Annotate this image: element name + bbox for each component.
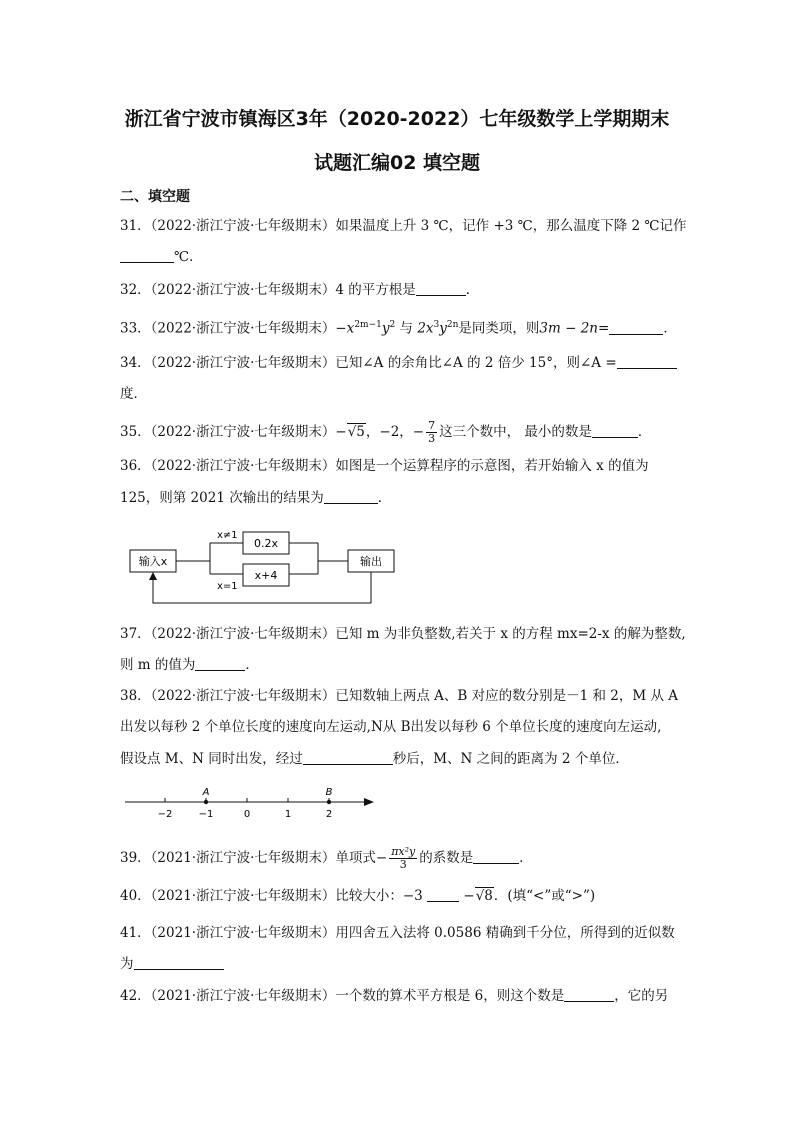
question-source: 42．（2021·浙江宁波·七年级期末） bbox=[120, 988, 336, 1004]
fraction-pi-x2y-3: $\frac{\text{πx²y}}{3}$ bbox=[391, 845, 416, 871]
point-a bbox=[204, 800, 208, 804]
doc-title-line1: 浙江省宁波市镇海区3年（2020-2022）七年级数学上学期期末 bbox=[124, 108, 670, 130]
question-37: 37．（2022·浙江宁波·七年级期末）已知 m 为非负整数,若关于 x 的方程 mx=2-x 的解为整数, bbox=[120, 626, 686, 642]
question-source: 40．（2021·浙江宁波·七年级期末） bbox=[120, 888, 336, 904]
svg-text:0.2x: 0.2x bbox=[253, 537, 279, 550]
point-b bbox=[327, 800, 331, 804]
answer-blank[interactable] bbox=[609, 320, 663, 335]
question-source: 41．（2021·浙江宁波·七年级期末） bbox=[120, 925, 336, 941]
question-source: 33．（2022·浙江宁波·七年级期末） bbox=[120, 320, 336, 337]
question-source: 39．（2021·浙江宁波·七年级期末） bbox=[120, 850, 336, 866]
input-label: 输入x bbox=[138, 555, 168, 568]
question-source: 32．（2022·浙江宁波·七年级期末） bbox=[120, 282, 336, 298]
question-41: 41．（2021·浙江宁波·七年级期末）用四舍五入法将 0.0586 精确到千分位，所得到的近似数 bbox=[120, 925, 675, 941]
answer-blank[interactable] bbox=[617, 354, 677, 369]
tick-label: 0 bbox=[243, 809, 251, 820]
arrow-up-icon bbox=[149, 572, 157, 580]
svg-text:A: A bbox=[202, 787, 210, 798]
question-36-cont: 125，则第 2021 次输出的结果为 ． bbox=[120, 490, 392, 506]
answer-blank[interactable] bbox=[416, 281, 466, 296]
question-34: 34．（2022·浙江宁波·七年级期末）已知∠A 的余角比∠A 的 2 倍少 15°，则∠A = bbox=[120, 353, 677, 373]
fraction-7-3: $\frac{7}{3}$ bbox=[428, 419, 436, 445]
question-39: 39．（2021·浙江宁波·七年级期末）单项式− $\frac{\text{πx²y}}{3}$ 的系数是 ． bbox=[120, 845, 533, 871]
question-source: 37．（2022·浙江宁波·七年级期末） bbox=[120, 626, 336, 642]
tick-label: 2 bbox=[325, 809, 333, 820]
question-31: 31．（2022·浙江宁波·七年级期末）如果温度上升 3 ℃，记作 +3 ℃，那么温度下降 2 ℃记作 bbox=[120, 218, 687, 234]
condition-equal-1: x=1 bbox=[217, 581, 238, 592]
output-label: 输出 bbox=[360, 555, 382, 568]
question-36: 36．（2022·浙江宁波·七年级期末）如图是一个运算程序的示意图，若开始输入 x 的值为 bbox=[120, 458, 649, 474]
sqrt-5: √5 bbox=[347, 424, 365, 440]
tick-label: 1 bbox=[284, 809, 292, 820]
question-32: 32．（2022·浙江宁波·七年级期末）4 的平方根是 ． bbox=[120, 282, 480, 298]
answer-blank[interactable] bbox=[564, 987, 614, 1002]
program-flow-diagram bbox=[120, 525, 410, 610]
answer-blank[interactable] bbox=[427, 887, 459, 902]
answer-blank[interactable] bbox=[324, 489, 378, 504]
question-38: 38．（2022·浙江宁波·七年级期末）已知数轴上两点 A、B 对应的数分别是－1 和 2，M 从 A bbox=[120, 688, 679, 704]
question-source: 34．（2022·浙江宁波·七年级期末） bbox=[120, 355, 336, 371]
answer-blank[interactable] bbox=[134, 955, 224, 970]
question-source: 35．（2022·浙江宁波·七年级期末） bbox=[120, 424, 336, 440]
number-line bbox=[120, 782, 380, 822]
svg-text:B: B bbox=[325, 787, 333, 798]
question-33: 33．（2022·浙江宁波·七年级期末）$-x^{2m-1}y^2$ 与 $2x^3y^{2n}$是同类项，则3m − 2n= ． bbox=[120, 320, 677, 337]
arrow-right-icon bbox=[364, 798, 374, 806]
answer-blank[interactable] bbox=[195, 656, 245, 671]
question-35: 35．（2022·浙江宁波·七年级期末）−√5，−2，− $\frac{7}{3}$ 这三个数中， 最小的数是 ． bbox=[120, 419, 652, 445]
answer-blank[interactable] bbox=[303, 750, 393, 765]
question-source: 36．（2022·浙江宁波·七年级期末） bbox=[120, 458, 336, 474]
svg-text:x+4: x+4 bbox=[254, 569, 278, 582]
tick-label: −2 bbox=[157, 809, 173, 820]
sqrt-8: √8 bbox=[475, 888, 493, 904]
question-31-cont: ℃． bbox=[120, 247, 203, 267]
question-40: 40．（2021·浙江宁波·七年级期末）比较大小：−3 −√8．(填“<”或“>”) bbox=[120, 888, 596, 904]
question-34-cont: 度． bbox=[120, 386, 147, 402]
section-heading: 二、填空题 bbox=[120, 189, 190, 205]
question-38-cont2: 假设点 M、N 同时出发，经过 秒后，M、N 之间的距离为 2 个单位． bbox=[120, 751, 629, 767]
question-41-cont: 为 bbox=[120, 954, 224, 974]
answer-blank[interactable] bbox=[473, 849, 519, 864]
question-source: 31．（2022·浙江宁波·七年级期末） bbox=[120, 218, 336, 234]
question-source: 38．（2022·浙江宁波·七年级期末） bbox=[120, 688, 336, 704]
tick-label: −1 bbox=[198, 809, 214, 820]
answer-blank[interactable] bbox=[120, 248, 174, 263]
condition-not-equal-1: x≠1 bbox=[217, 530, 238, 541]
question-37-cont: 则 m 的值为 ． bbox=[120, 657, 259, 673]
answer-blank[interactable] bbox=[592, 423, 638, 438]
question-42: 42．（2021·浙江宁波·七年级期末）一个数的算术平方根是 6，则这个数是 ，它的另 bbox=[120, 988, 669, 1004]
question-38-cont1: 出发以每秒 2 个单位长度的速度向左运动,N从 B出发以每秒 6 个单位长度的速度向左运动, bbox=[120, 719, 662, 735]
doc-title-line2: 试题汇编02 填空题 bbox=[313, 152, 481, 174]
